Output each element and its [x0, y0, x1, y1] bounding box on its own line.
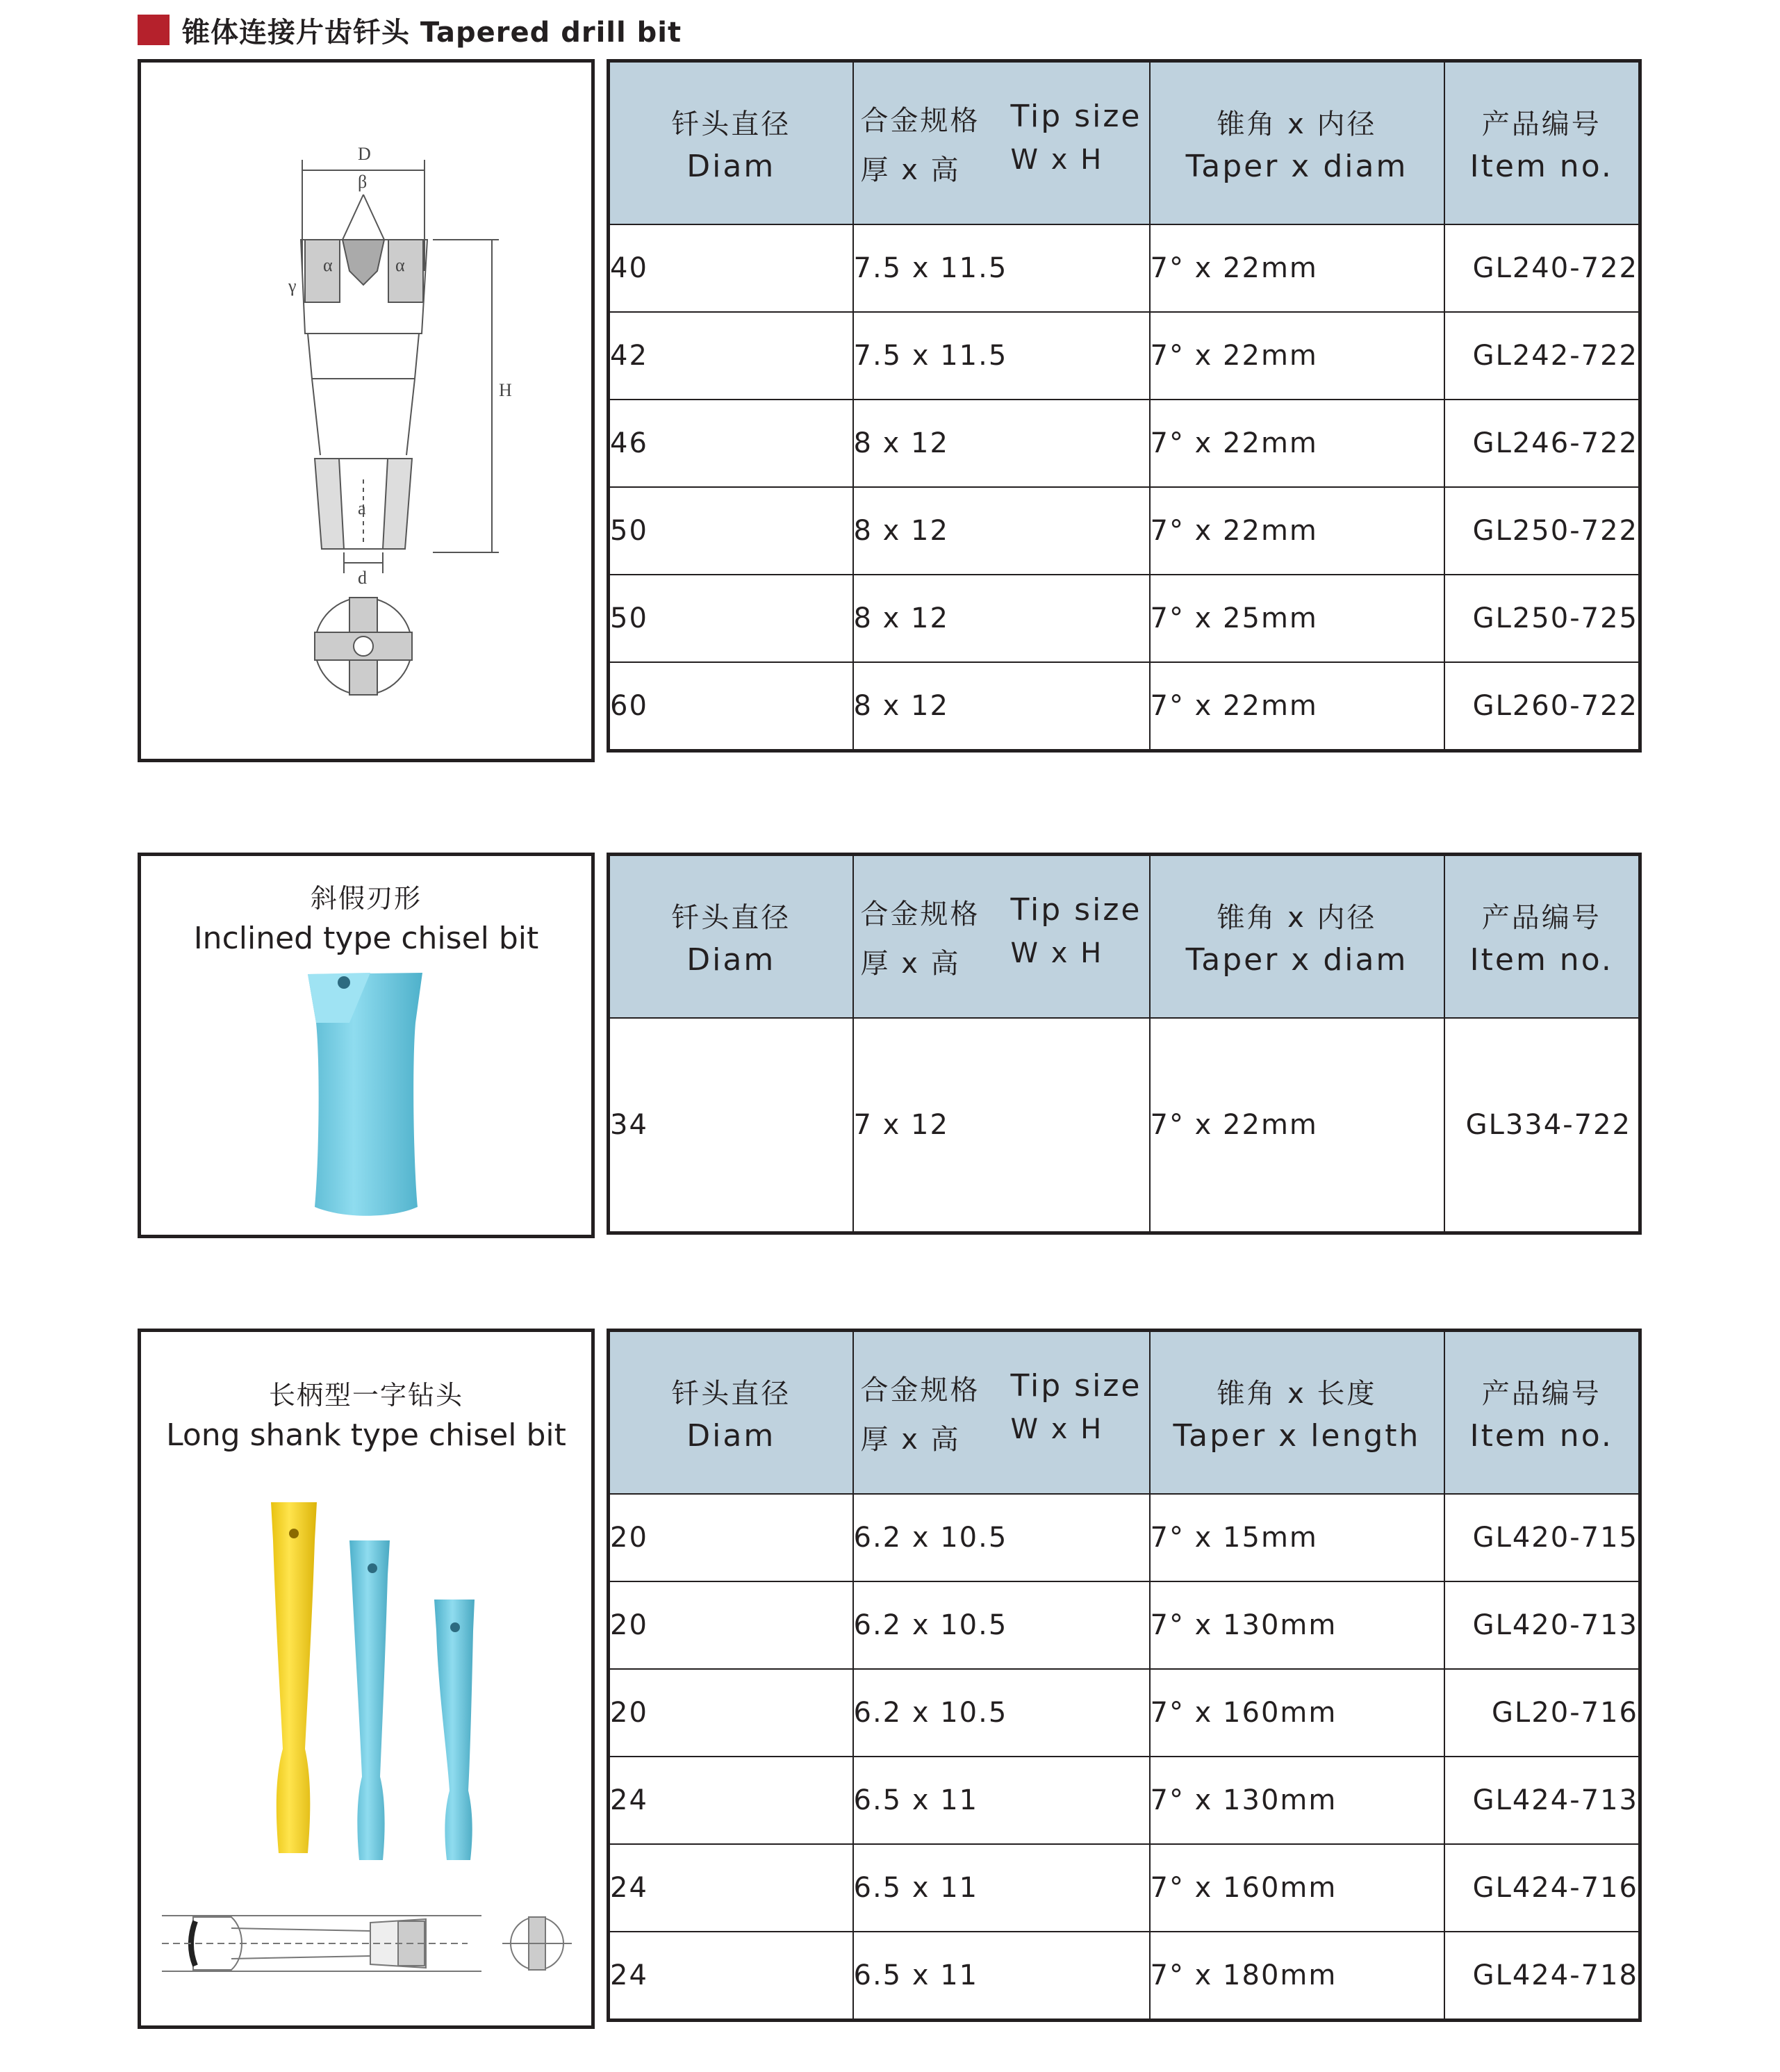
header-label: 钎头直径 — [671, 902, 791, 934]
cell-item: GL240-722 — [1444, 224, 1640, 312]
caption-text: 长柄型一字钻头 — [268, 1380, 463, 1411]
cell-diam: 50 — [609, 487, 853, 575]
title-marker — [138, 15, 170, 45]
header-label: 厚 x 高 — [860, 1424, 961, 1456]
table-row — [609, 312, 1640, 400]
cell-taper: 7° x 25mm — [1150, 575, 1444, 662]
header-taper — [1150, 855, 1444, 1019]
header-label: Taper x diam — [1185, 942, 1408, 978]
table-header-row — [609, 855, 1640, 1019]
cell-diam: 50 — [609, 575, 853, 662]
cell-diam: 42 — [609, 312, 853, 400]
cell-diam: 20 — [609, 1669, 853, 1757]
header-label: Diam — [686, 942, 776, 978]
header-tip-size — [853, 1331, 1150, 1495]
cell-item: GL420-715 — [1444, 1494, 1640, 1581]
header-diam — [609, 1331, 853, 1495]
section-title — [138, 13, 682, 47]
cell-tip: 7.5 x 11.5 — [853, 224, 1150, 312]
tapered-bit-drawing-panel — [138, 59, 595, 762]
label-d: d — [358, 568, 367, 588]
cell-diam: 60 — [609, 662, 853, 751]
cell-item: GL424-713 — [1444, 1757, 1640, 1844]
header-label: W x H — [1010, 1413, 1104, 1445]
cell-diam: 46 — [609, 400, 853, 487]
caption-text: Long shank type chisel bit — [166, 1417, 566, 1453]
cell-tip: 7.5 x 11.5 — [853, 312, 1150, 400]
cell-item: GL334-722 — [1444, 1018, 1640, 1233]
cell-tip: 6.5 x 11 — [853, 1844, 1150, 1932]
header-tip-size — [853, 61, 1150, 225]
table-row — [609, 1494, 1640, 1581]
table-row — [609, 1581, 1640, 1669]
cell-taper: 7° x 15mm — [1150, 1494, 1444, 1581]
header-label: Diam — [686, 149, 776, 184]
cell-taper: 7° x 22mm — [1150, 312, 1444, 400]
table-row — [609, 1757, 1640, 1844]
cell-item: GL242-722 — [1444, 312, 1640, 400]
cell-item: GL424-716 — [1444, 1844, 1640, 1932]
header-label: 厚 x 高 — [860, 154, 961, 186]
cell-diam: 24 — [609, 1757, 853, 1844]
header-tip-size — [853, 855, 1150, 1019]
header-item-no — [1444, 61, 1640, 225]
cell-tip: 7 x 12 — [853, 1018, 1150, 1233]
table-row — [609, 575, 1640, 662]
header-label: 厚 x 高 — [860, 948, 961, 980]
cell-diam: 20 — [609, 1581, 853, 1669]
header-label: 钎头直径 — [671, 1378, 791, 1410]
header-diam — [609, 61, 853, 225]
long-shank-bits-image — [141, 1332, 591, 2025]
cell-diam: 34 — [609, 1018, 853, 1233]
caption-text: 斜假刃形 — [310, 883, 422, 914]
table-row — [609, 224, 1640, 312]
table-row — [609, 1018, 1640, 1233]
header-label: 锥角 x 长度 — [1217, 1378, 1377, 1410]
cell-diam: 40 — [609, 224, 853, 312]
caption-text: Inclined type chisel bit — [193, 921, 539, 956]
cell-item: GL250-722 — [1444, 487, 1640, 575]
header-diam — [609, 855, 853, 1019]
table-row — [609, 487, 1640, 575]
header-item-no — [1444, 855, 1640, 1019]
label-gamma: γ — [288, 276, 297, 296]
cell-taper: 7° x 130mm — [1150, 1581, 1444, 1669]
header-label: 合金规格 — [860, 1374, 980, 1406]
cell-item: GL424-718 — [1444, 1932, 1640, 2021]
cell-tip: 8 x 12 — [853, 400, 1150, 487]
header-taper — [1150, 61, 1444, 225]
header-label: 产品编号 — [1481, 902, 1601, 934]
cell-item: GL250-725 — [1444, 575, 1640, 662]
cell-item: GL20-716 — [1444, 1669, 1640, 1757]
header-label: 产品编号 — [1481, 1378, 1601, 1410]
long-shank-chisel-bit-panel — [138, 1329, 595, 2029]
header-label: W x H — [1010, 144, 1104, 176]
header-label: Tip size — [1010, 892, 1142, 928]
header-label: 锥角 x 内径 — [1217, 902, 1377, 934]
header-label: 合金规格 — [860, 105, 980, 137]
header-label: 钎头直径 — [671, 108, 791, 140]
cell-tip: 8 x 12 — [853, 662, 1150, 751]
label-alpha-left: α — [323, 255, 333, 275]
header-label: Item no. — [1469, 1418, 1613, 1454]
label-D: D — [358, 144, 371, 164]
table-row — [609, 1844, 1640, 1932]
tapered-bit-technical-drawing — [141, 63, 591, 759]
cell-tip: 8 x 12 — [853, 575, 1150, 662]
cell-taper: 7° x 180mm — [1150, 1932, 1444, 2021]
label-beta: β — [358, 172, 368, 192]
cell-taper: 7° x 22mm — [1150, 487, 1444, 575]
cell-diam: 20 — [609, 1494, 853, 1581]
cell-taper: 7° x 22mm — [1150, 1018, 1444, 1233]
page-title: 锥体连接片齿钎头 Tapered drill bit — [182, 16, 682, 49]
cell-taper: 7° x 22mm — [1150, 224, 1444, 312]
label-H: H — [499, 380, 512, 400]
inclined-chisel-spec-table — [607, 853, 1642, 1235]
inclined-chisel-bit-panel — [138, 853, 595, 1238]
tapered-bit-spec-table — [607, 59, 1642, 753]
header-label: Diam — [686, 1418, 776, 1454]
header-label: Taper x diam — [1185, 149, 1408, 184]
cell-taper: 7° x 160mm — [1150, 1669, 1444, 1757]
cell-tip: 6.5 x 11 — [853, 1932, 1150, 2021]
header-label: 锥角 x 内径 — [1217, 108, 1377, 140]
header-taper-length — [1150, 1331, 1444, 1495]
cell-diam: 24 — [609, 1932, 853, 2021]
cell-diam: 24 — [609, 1844, 853, 1932]
header-label: Item no. — [1469, 149, 1613, 184]
cell-tip: 6.5 x 11 — [853, 1757, 1150, 1844]
label-a: a — [358, 498, 366, 518]
table-header-row — [609, 1331, 1640, 1495]
header-label: Tip size — [1010, 1368, 1142, 1404]
table-row — [609, 1932, 1640, 2021]
table-row — [609, 400, 1640, 487]
inclined-chisel-bit-image — [141, 856, 591, 1235]
cell-taper: 7° x 22mm — [1150, 662, 1444, 751]
table-header-row — [609, 61, 1640, 225]
cell-item: GL420-713 — [1444, 1581, 1640, 1669]
cell-tip: 8 x 12 — [853, 487, 1150, 575]
table-row — [609, 662, 1640, 751]
header-item-no — [1444, 1331, 1640, 1495]
cell-tip: 6.2 x 10.5 — [853, 1494, 1150, 1581]
cell-taper: 7° x 130mm — [1150, 1757, 1444, 1844]
table-row — [609, 1669, 1640, 1757]
header-label: 合金规格 — [860, 898, 980, 930]
header-label: 产品编号 — [1481, 108, 1601, 140]
cell-item: GL260-722 — [1444, 662, 1640, 751]
long-shank-spec-table — [607, 1329, 1642, 2022]
cell-taper: 7° x 22mm — [1150, 400, 1444, 487]
label-alpha-right: α — [395, 255, 405, 275]
cell-item: GL246-722 — [1444, 400, 1640, 487]
cell-taper: 7° x 160mm — [1150, 1844, 1444, 1932]
cell-tip: 6.2 x 10.5 — [853, 1581, 1150, 1669]
cell-tip: 6.2 x 10.5 — [853, 1669, 1150, 1757]
header-label: Tip size — [1010, 99, 1142, 134]
header-label: Item no. — [1469, 942, 1613, 978]
header-label: Taper x length — [1173, 1418, 1421, 1454]
header-label: W x H — [1010, 937, 1104, 969]
